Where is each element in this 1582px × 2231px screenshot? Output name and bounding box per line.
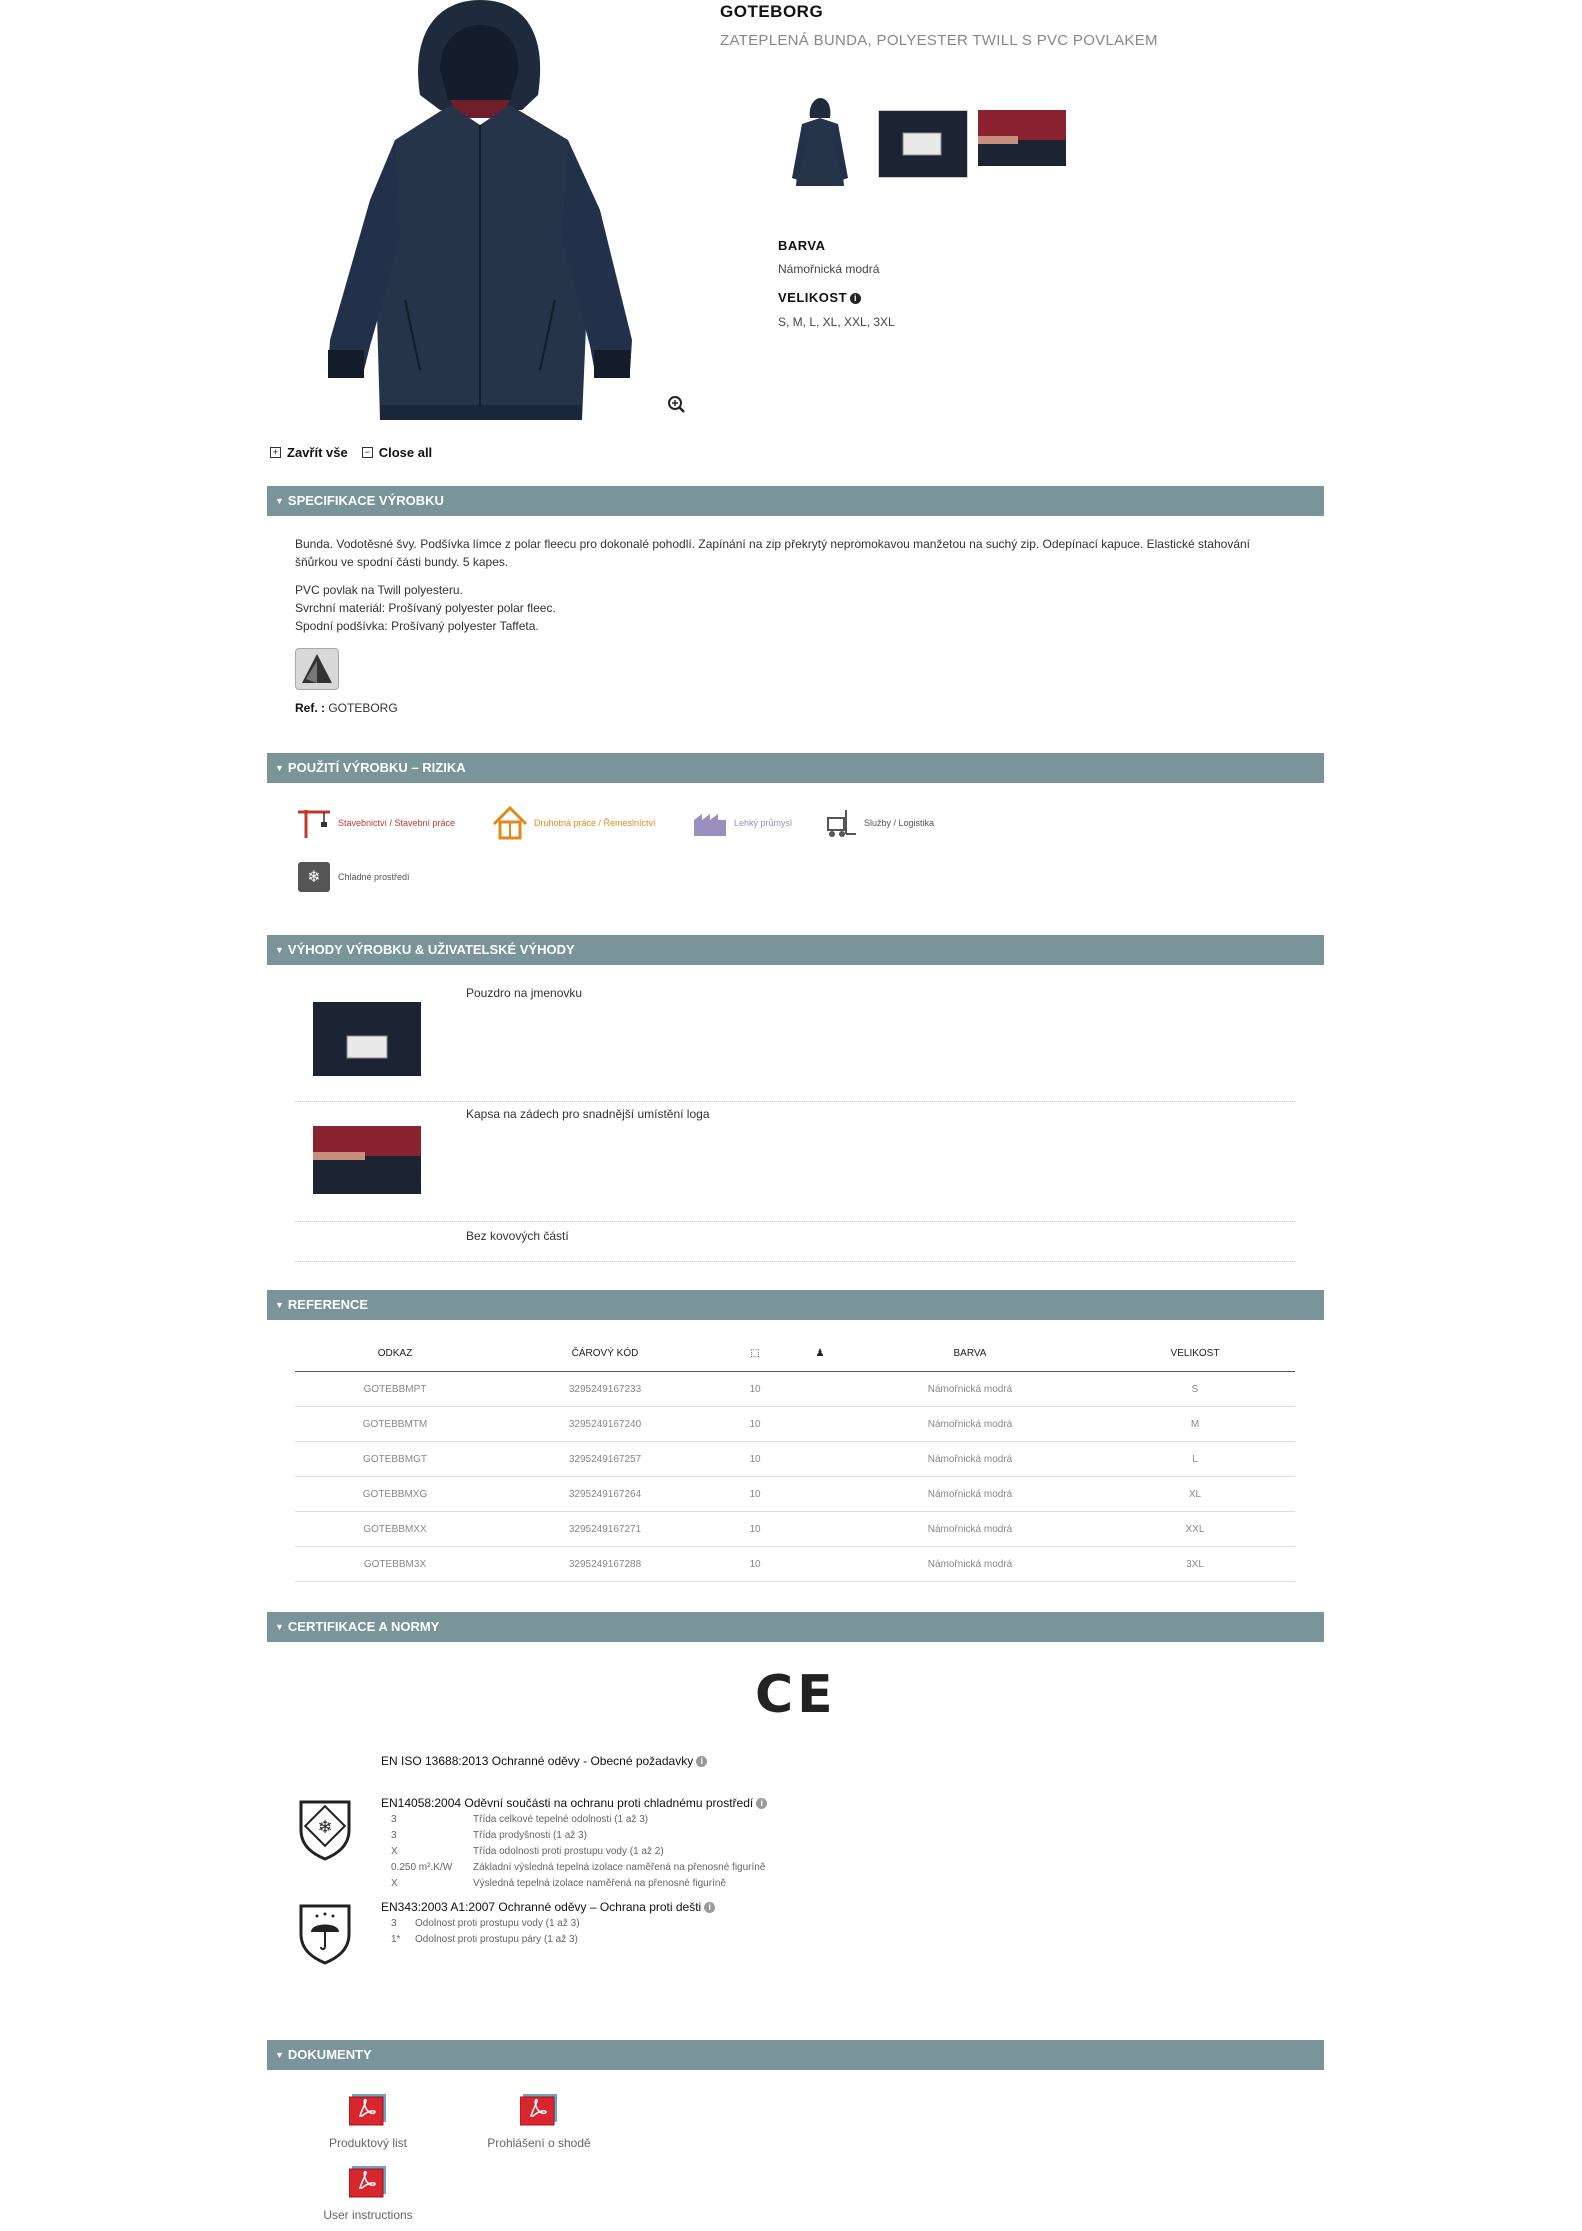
table-cell: 3295249167240 xyxy=(495,1407,715,1442)
table-cell: GOTEBBMXX xyxy=(295,1512,495,1547)
info-icon[interactable]: i xyxy=(704,1902,715,1913)
cert-value-row xyxy=(391,1828,765,1844)
section-title: DOKUMENTY xyxy=(287,2047,372,2062)
house-icon xyxy=(492,806,528,840)
caret-down-icon: ▼ xyxy=(275,1300,284,1310)
section-header-documents[interactable] xyxy=(267,2040,1324,2070)
cert-iso-title: EN ISO 13688:2013 Ochranné oděvy - Obecné požadavky xyxy=(381,1754,694,1768)
document-user-instructions[interactable] xyxy=(288,2166,448,2222)
factory-icon xyxy=(692,806,728,840)
cert-en343-title: EN343:2003 A1:2007 Ochranné oděvy – Ochrana proti dešti xyxy=(381,1900,702,1914)
cert-en343 xyxy=(381,1900,715,1914)
usage-label: Služby / Logistika xyxy=(864,818,935,828)
table-cell: 10 xyxy=(715,1512,795,1547)
spec-description xyxy=(295,535,1295,635)
table-cell: XXL xyxy=(1095,1512,1295,1547)
expand-all-link[interactable]: Zavřít vše xyxy=(287,445,348,460)
table-cell: 10 xyxy=(715,1407,795,1442)
usage-item-light-industry xyxy=(692,806,792,840)
size-label-text: VELIKOST xyxy=(778,290,848,305)
info-icon[interactable]: i xyxy=(756,1798,767,1809)
col-person xyxy=(795,1335,845,1372)
table-cell: 3295249167288 xyxy=(495,1547,715,1582)
benefit-text: Pouzdro na jmenovku xyxy=(466,986,583,1000)
color-label: BARVA xyxy=(778,238,826,253)
cert-value: 3 xyxy=(391,1830,397,1841)
cert-value-row xyxy=(391,1932,580,1948)
cert-description: Třída celkové tepelné odolnosti (1 až 3) xyxy=(473,1814,649,1825)
usage-label: Chladné prostředí xyxy=(338,872,410,882)
table-cell xyxy=(795,1442,845,1477)
document-label[interactable]: Prohlášení o shodě xyxy=(487,2136,591,2150)
benefit-image-back-pocket xyxy=(313,1126,421,1194)
pdf-icon xyxy=(349,2094,387,2126)
table-cell: GOTEBBM3X xyxy=(295,1547,495,1582)
table-cell: Námořnická modrá xyxy=(845,1512,1095,1547)
cert-value-row xyxy=(391,1844,765,1860)
table-cell: XL xyxy=(1095,1477,1295,1512)
table-cell: 10 xyxy=(715,1547,795,1582)
info-icon[interactable]: i xyxy=(696,1756,707,1767)
reference-table xyxy=(295,1335,1295,1582)
usage-item-logistics xyxy=(822,806,934,840)
table-cell: GOTEBBMPT xyxy=(295,1372,495,1407)
table-cell: GOTEBBMTM xyxy=(295,1407,495,1442)
cert-value-row xyxy=(391,1860,765,1876)
rain-protection-shield-icon xyxy=(297,1900,353,1966)
svg-text:❄: ❄ xyxy=(307,867,321,886)
divider xyxy=(295,1101,1295,1102)
col-box xyxy=(715,1335,795,1372)
section-header-benefits[interactable] xyxy=(267,935,1324,965)
table-row xyxy=(295,1547,1295,1582)
section-toggles xyxy=(270,445,432,460)
table-cell: M xyxy=(1095,1407,1295,1442)
cold-icon xyxy=(296,860,332,894)
svg-text:❄: ❄ xyxy=(317,1817,333,1838)
table-row xyxy=(295,1477,1295,1512)
spec-material-2: Svrchní materiál: Prošívaný polyester polar fleec. xyxy=(295,601,556,615)
pdf-icon xyxy=(349,2166,387,2198)
ref-label: Ref. : xyxy=(295,701,325,715)
cert-en14058-values xyxy=(391,1812,765,1892)
pdf-icon xyxy=(520,2094,558,2126)
col-barcode: ČÁROVÝ KÓD xyxy=(495,1335,715,1372)
table-header-row xyxy=(295,1335,1295,1372)
cert-description: Výsledná tepelná izolace naměřená na přenosné figuríně xyxy=(473,1878,726,1889)
usage-label: Stavebnictví / Stavební práce xyxy=(338,818,456,828)
table-cell: 3295249167271 xyxy=(495,1512,715,1547)
table-cell: GOTEBBMGT xyxy=(295,1442,495,1477)
table-cell xyxy=(795,1372,845,1407)
table-cell: S xyxy=(1095,1372,1295,1407)
divider xyxy=(295,1221,1295,1222)
table-cell: 3XL xyxy=(1095,1547,1295,1582)
divider xyxy=(295,1261,1295,1262)
person-icon: ♟ xyxy=(815,1347,825,1359)
table-row xyxy=(295,1442,1295,1477)
size-label xyxy=(778,290,861,305)
table-row xyxy=(295,1372,1295,1407)
col-odkaz: ODKAZ xyxy=(295,1335,495,1372)
section-title: REFERENCE xyxy=(287,1297,369,1312)
ce-mark: CE xyxy=(755,1665,837,1725)
section-header-certification[interactable] xyxy=(267,1612,1324,1642)
table-cell xyxy=(795,1407,845,1442)
box-icon: ⬚ xyxy=(750,1347,760,1359)
cert-en343-values xyxy=(391,1916,580,1948)
table-row xyxy=(295,1512,1295,1547)
col-color: BARVA xyxy=(845,1335,1095,1372)
benefit-image-badge xyxy=(313,1002,421,1076)
usage-label: Lehký průmysl xyxy=(734,818,793,828)
table-cell: L xyxy=(1095,1442,1295,1477)
section-title: POUŽITÍ VÝROBKU – RIZIKA xyxy=(287,760,466,775)
table-cell: GOTEBBMXG xyxy=(295,1477,495,1512)
cert-value-row xyxy=(391,1916,580,1932)
table-cell: 10 xyxy=(715,1477,795,1512)
spec-material-1: PVC povlak na Twill polyesteru. xyxy=(295,583,463,597)
cert-value: X xyxy=(391,1846,398,1857)
table-cell: 3295249167264 xyxy=(495,1477,715,1512)
collapse-all-icon[interactable]: − xyxy=(362,447,373,458)
table-cell: Námořnická modrá xyxy=(845,1547,1095,1582)
cert-value: 3 xyxy=(391,1814,397,1825)
cert-description: Základní výsledná tepelná izolace naměřená na přenosné figuríně xyxy=(473,1862,766,1873)
caret-down-icon: ▼ xyxy=(275,1622,284,1632)
brand-logo xyxy=(295,648,339,690)
table-cell xyxy=(795,1512,845,1547)
section-header-spec[interactable] xyxy=(267,486,1324,516)
crane-icon xyxy=(296,806,332,840)
cert-iso xyxy=(381,1754,707,1768)
cert-value: 0.250 m².K/W xyxy=(391,1862,453,1873)
benefit-text: Kapsa na zádech pro snadnější umístění loga xyxy=(466,1107,710,1121)
section-header-usage[interactable] xyxy=(267,753,1324,783)
caret-down-icon: ▼ xyxy=(275,2050,284,2060)
cert-description: Třída prodyšnosti (1 až 3) xyxy=(473,1830,587,1841)
cert-value: X xyxy=(391,1878,398,1889)
size-value: S, M, L, XL, XXL, 3XL xyxy=(778,315,895,329)
document-product-sheet[interactable] xyxy=(288,2094,448,2150)
cert-value: 1* xyxy=(391,1934,401,1945)
table-cell: Námořnická modrá xyxy=(845,1372,1095,1407)
cold-protection-shield-icon xyxy=(297,1796,353,1862)
section-title: CERTIFIKACE A NORMY xyxy=(287,1619,440,1634)
table-cell: 3295249167233 xyxy=(495,1372,715,1407)
thumbnail-badge-pocket[interactable] xyxy=(878,110,968,178)
ref-value: GOTEBORG xyxy=(328,701,398,715)
product-subtitle: ZATEPLENÁ BUNDA, POLYESTER TWILL S PVC POVLAKEM xyxy=(720,32,1158,49)
table-cell xyxy=(795,1477,845,1512)
document-label[interactable]: Produktový list xyxy=(328,2136,408,2150)
spec-desc: Bunda. Vodotěsné švy. Podšívka límce z polar fleecu pro dokonalé pohodlí. Zapínání na zip překrytý nepromokavou manžetou na suchý zip. Odepínací kapuce. Elastické stahování šňůrkou ve spodní části bundy. 5 kapes. xyxy=(295,537,1251,569)
cert-en14058-title: EN14058:2004 Oděvní součásti na ochranu proti chladnému prostředí xyxy=(381,1796,754,1810)
section-title: VÝHODY VÝROBKU & UŽIVATELSKÉ VÝHODY xyxy=(287,942,575,957)
section-header-reference[interactable] xyxy=(267,1290,1324,1320)
close-all-link[interactable]: Close all xyxy=(378,445,433,460)
forklift-icon xyxy=(822,806,858,840)
table-cell: Námořnická modrá xyxy=(845,1407,1095,1442)
table-cell: 10 xyxy=(715,1372,795,1407)
usage-item-craft xyxy=(492,806,656,840)
thumbnail-jacket[interactable] xyxy=(780,110,860,176)
section-title: SPECIFIKACE VÝROBKU xyxy=(287,493,444,508)
info-icon[interactable]: i xyxy=(850,293,861,304)
product-title: GOTEBORG xyxy=(720,2,824,21)
table-cell: Námořnická modrá xyxy=(845,1442,1095,1477)
product-main-image[interactable] xyxy=(300,0,660,430)
spec-material-3: Spodní podšívka: Prošívaný polyester Taffeta. xyxy=(295,619,539,633)
document-declaration[interactable] xyxy=(459,2094,619,2150)
product-reference xyxy=(295,701,398,715)
table-row xyxy=(295,1407,1295,1442)
table-cell: 10 xyxy=(715,1442,795,1477)
table-cell: 3295249167257 xyxy=(495,1442,715,1477)
usage-item-construction xyxy=(296,806,455,840)
caret-down-icon: ▼ xyxy=(275,763,284,773)
cert-value-row xyxy=(391,1876,765,1892)
cert-value: 3 xyxy=(391,1918,397,1929)
document-label[interactable]: User instructions xyxy=(323,2208,413,2222)
usage-label: Druhotná práce / Řemeslníctví xyxy=(534,818,656,828)
cert-value-row xyxy=(391,1812,765,1828)
col-size: VELIKOST xyxy=(1095,1335,1295,1372)
table-cell xyxy=(795,1547,845,1582)
cert-description: Odolnost proti prostupu páry (1 až 3) xyxy=(415,1934,578,1945)
thumbnail-back-pocket[interactable] xyxy=(978,110,1066,176)
cert-description: Třída odolnosti proti prostupu vody (1 až 2) xyxy=(473,1846,664,1857)
zoom-icon[interactable] xyxy=(664,392,690,418)
benefit-text: Bez kovových částí xyxy=(466,1229,569,1243)
expand-all-icon[interactable]: + xyxy=(270,447,281,458)
usage-item-cold xyxy=(296,860,410,894)
table-cell: Námořnická modrá xyxy=(845,1477,1095,1512)
caret-down-icon: ▼ xyxy=(275,945,284,955)
cert-en14058 xyxy=(381,1796,767,1810)
caret-down-icon: ▼ xyxy=(275,496,284,506)
color-value: Námořnická modrá xyxy=(778,262,880,276)
cert-description: Odolnost proti prostupu vody (1 až 3) xyxy=(415,1918,580,1929)
